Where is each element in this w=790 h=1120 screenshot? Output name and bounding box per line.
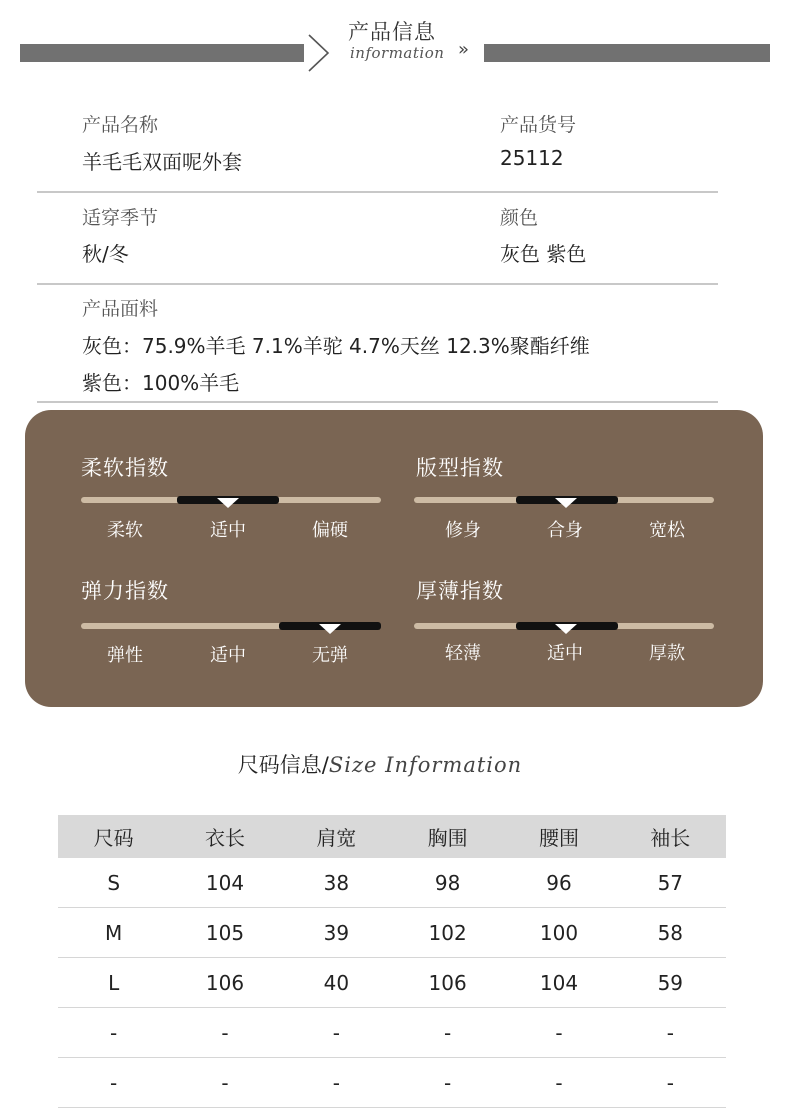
arrow-right-icon [306, 33, 332, 73]
table-row [58, 858, 726, 908]
table-cell: 58 [657, 920, 684, 945]
elasticity-index-title: 弹力指数 [81, 579, 169, 603]
table-cell: 98 [434, 870, 461, 895]
table-cell: M [105, 920, 123, 945]
fabric-line-purple: 紫色：100%羊毛 [82, 371, 240, 395]
column-header: 袖长 [650, 826, 691, 850]
table-cell: - [332, 1020, 340, 1045]
section-title: 产品信息 [348, 20, 436, 44]
table-cell: L [108, 970, 120, 995]
table-cell: 38 [323, 870, 350, 895]
table-cell: 106 [428, 970, 467, 995]
table-cell: 39 [323, 920, 350, 945]
header-bar-left [20, 44, 304, 62]
color-label: 颜色 [500, 207, 539, 229]
table-row [58, 908, 726, 958]
thickness-option-thick: 厚款 [649, 643, 685, 664]
table-cell: 100 [539, 920, 579, 945]
softness-index-track [81, 497, 381, 503]
table-cell: - [332, 1070, 340, 1095]
table-cell: 104 [205, 870, 245, 895]
divider [37, 401, 718, 403]
thickness-index-title: 厚薄指数 [416, 579, 504, 603]
section-subtitle: information [350, 44, 445, 62]
table-cell: - [555, 1070, 563, 1095]
double-chevron-icon: » [458, 39, 470, 60]
product-sku-value: 25112 [500, 146, 564, 170]
fit-option-loose: 宽松 [649, 520, 685, 541]
table-cell: - [666, 1020, 674, 1045]
product-name-label: 产品名称 [82, 114, 159, 136]
table-cell: 102 [428, 920, 467, 945]
column-header: 肩宽 [316, 826, 357, 850]
elasticity-index-track [81, 623, 381, 629]
table-cell: 40 [323, 970, 350, 995]
fit-index-track [414, 497, 714, 503]
table-cell: - [221, 1020, 229, 1045]
thickness-index-track [414, 623, 714, 629]
table-cell: - [666, 1070, 674, 1095]
table-cell: 96 [546, 870, 572, 895]
elasticity-option-stretch: 弹性 [107, 645, 143, 666]
elasticity-option-none: 无弹 [312, 645, 348, 666]
table-cell: 104 [539, 970, 579, 995]
table-cell: - [444, 1070, 452, 1095]
column-header: 胸围 [427, 826, 468, 850]
table-cell: 57 [657, 870, 684, 895]
table-cell: - [110, 1020, 118, 1045]
table-cell: - [110, 1070, 118, 1095]
fit-index-title: 版型指数 [416, 456, 504, 480]
fit-option-slim: 修身 [445, 520, 481, 541]
softness-index-title: 柔软指数 [81, 456, 169, 480]
divider [37, 191, 718, 193]
size-table [58, 815, 726, 1108]
table-cell: - [221, 1070, 229, 1095]
thickness-option-thin: 轻薄 [445, 643, 481, 664]
product-name-value: 羊毛毛双面呢外套 [82, 150, 242, 174]
size-table-header [58, 815, 726, 858]
divider [37, 283, 718, 285]
column-header: 衣长 [204, 826, 245, 850]
softness-option-hard: 偏硬 [312, 520, 348, 541]
pointer-triangle-icon [319, 624, 341, 634]
thickness-option-medium: 适中 [547, 643, 583, 664]
pointer-triangle-icon [555, 498, 577, 508]
season-label: 适穿季节 [82, 207, 159, 229]
softness-option-medium: 适中 [210, 520, 246, 541]
elasticity-option-medium: 适中 [210, 645, 246, 666]
size-title-cn: 尺码信息/ [237, 753, 329, 777]
softness-option-soft: 柔软 [107, 520, 143, 541]
table-cell: - [555, 1020, 563, 1045]
season-value: 秋/冬 [82, 242, 129, 266]
table-cell: 59 [657, 970, 684, 995]
size-section-title [0, 749, 790, 779]
pointer-triangle-icon [217, 498, 239, 508]
table-cell: S [107, 870, 121, 895]
fabric-line-gray: 灰色：75.9%羊毛 7.1%羊驼 4.7%天丝 12.3%聚酯纤维 [82, 334, 590, 358]
header-bar-right [484, 44, 770, 62]
product-sku-label: 产品货号 [500, 114, 577, 136]
table-cell: - [444, 1020, 452, 1045]
table-cell: 105 [205, 920, 245, 945]
fabric-label: 产品面料 [82, 298, 159, 320]
table-row [58, 1008, 726, 1058]
color-value: 灰色 紫色 [500, 242, 587, 266]
index-panel [25, 410, 763, 707]
fit-option-regular: 合身 [547, 520, 583, 541]
column-header: 腰围 [538, 826, 579, 850]
table-row [58, 958, 726, 1008]
table-cell: 106 [205, 970, 245, 995]
size-title-en: Size Information [328, 753, 523, 777]
pointer-triangle-icon [555, 624, 577, 634]
table-row [58, 1058, 726, 1108]
column-header: 尺码 [93, 826, 134, 850]
